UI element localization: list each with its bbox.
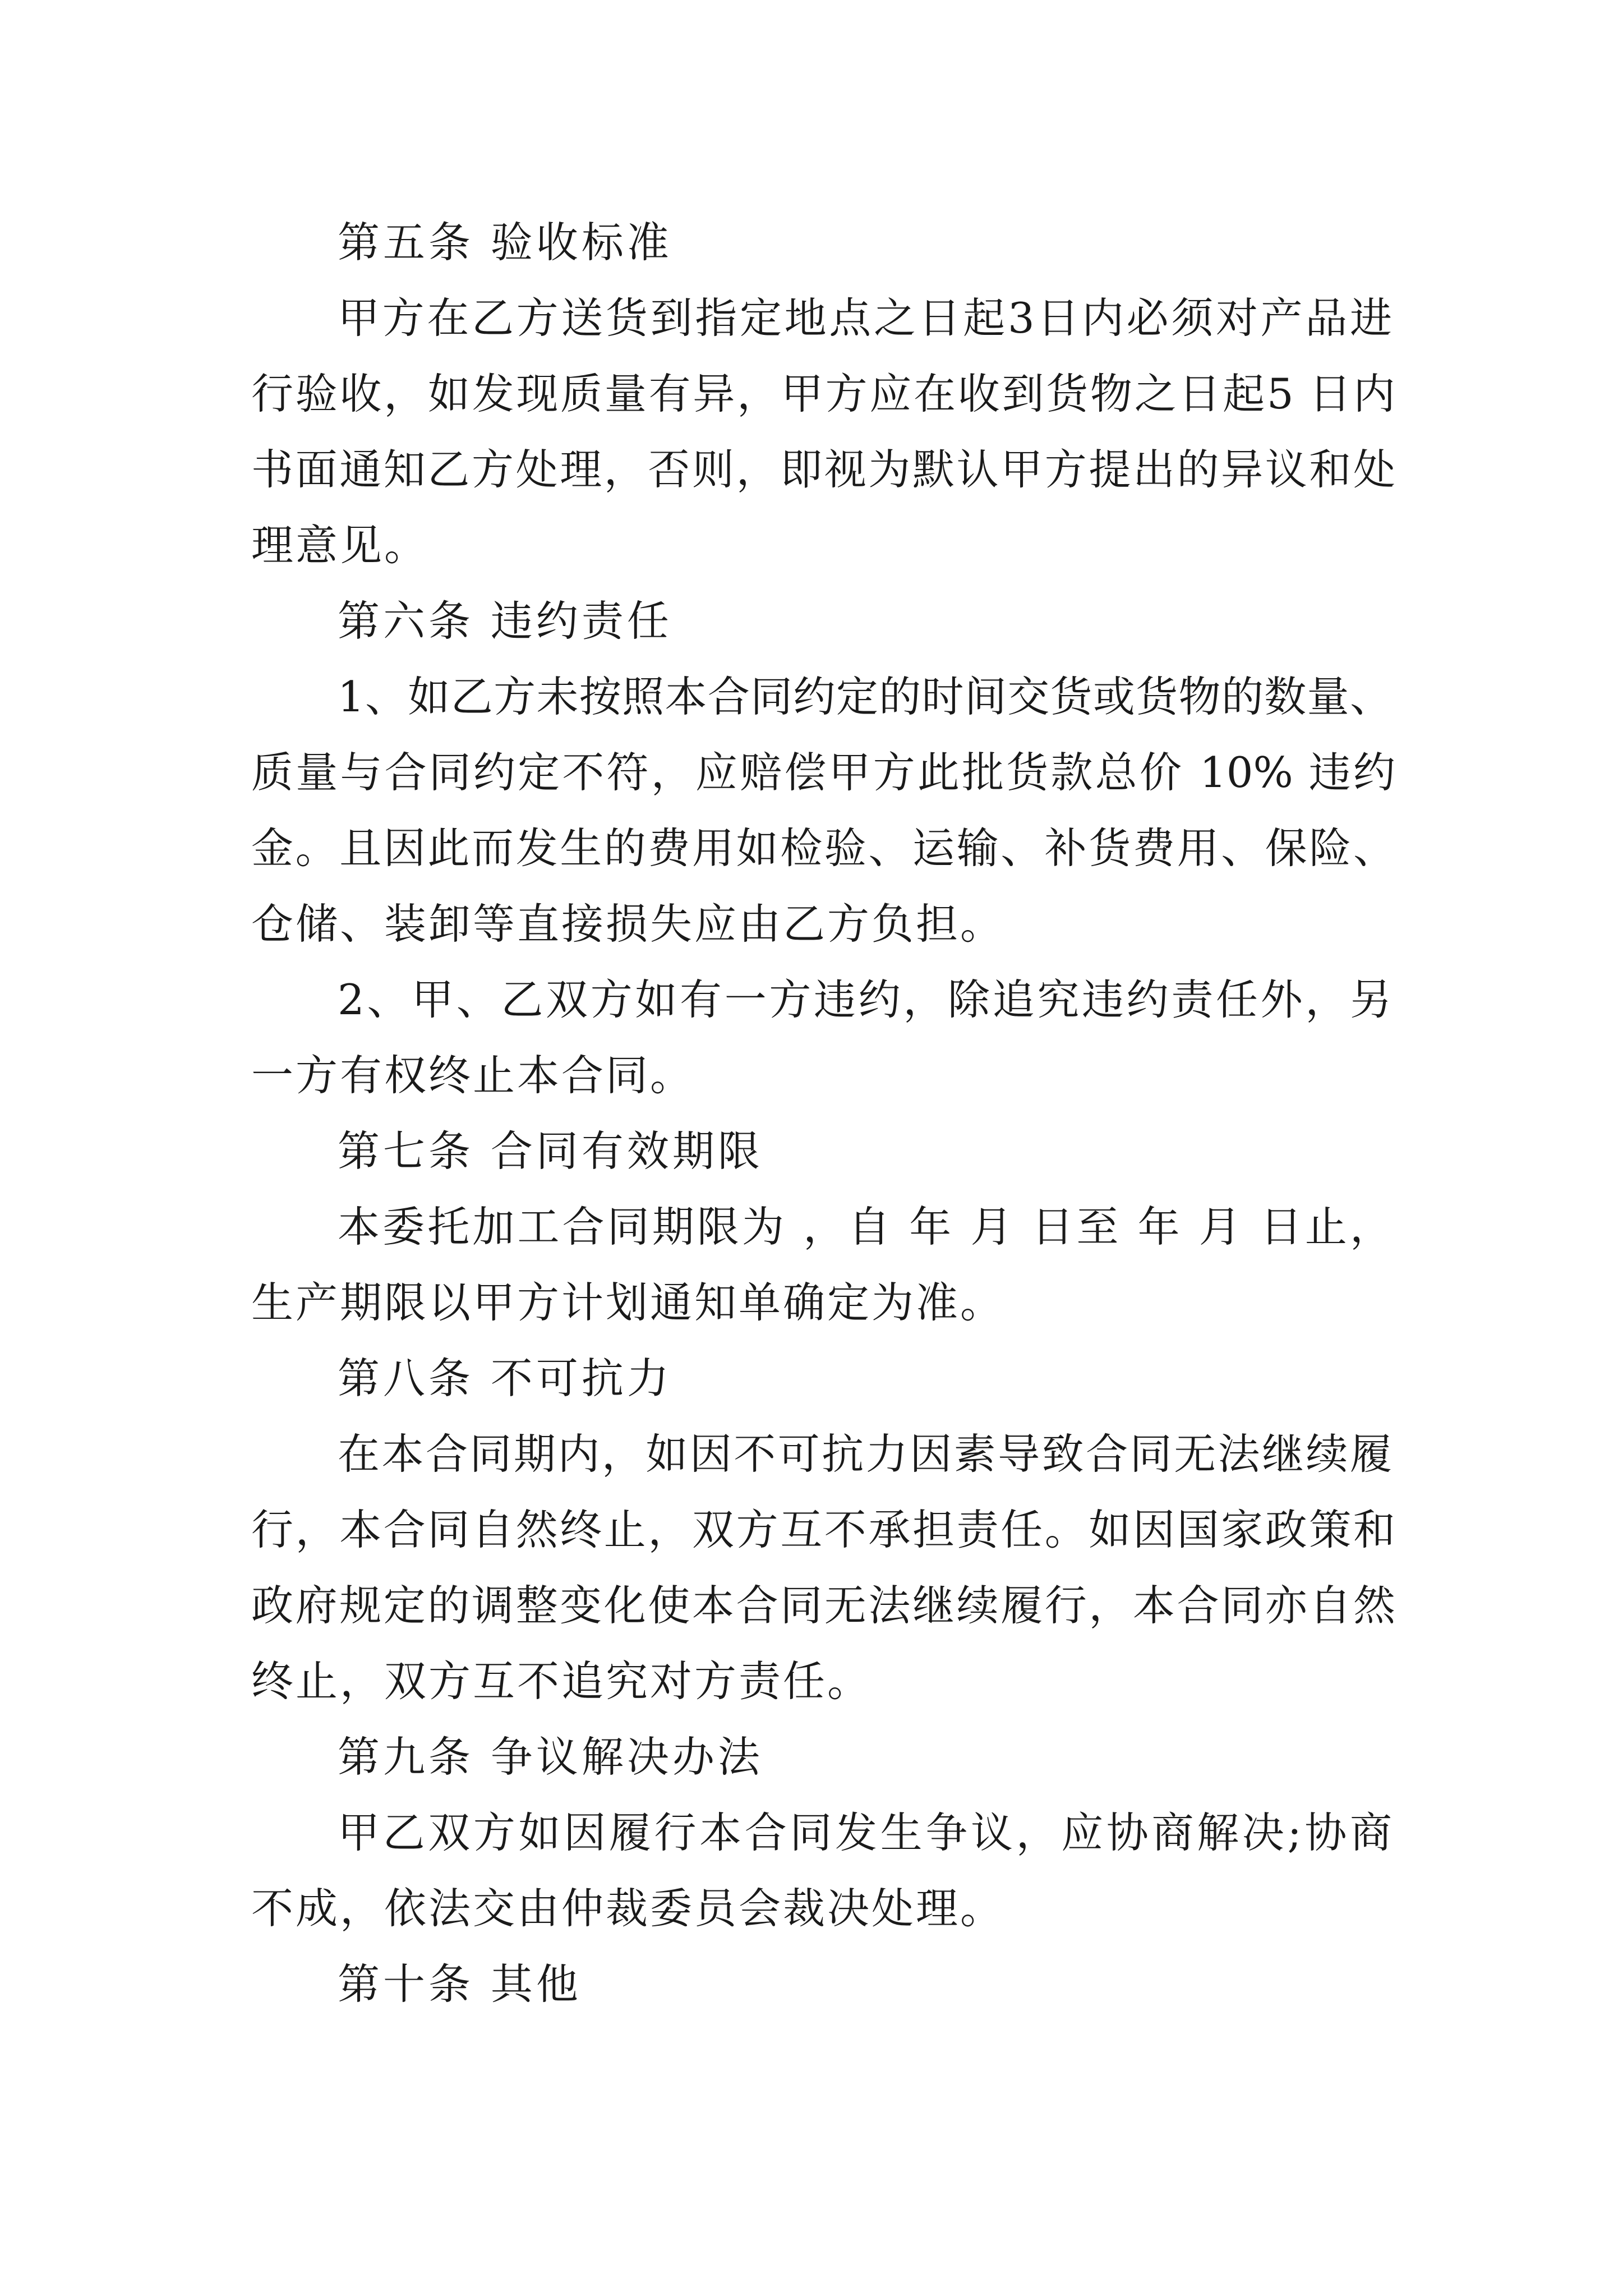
article-10-heading: 第十条 其他 [338, 1959, 582, 2009]
article-9-heading: 第九条 争议解决办法 [338, 1732, 763, 1782]
article-5-line-4: 理意见。 [251, 521, 429, 570]
article-7-heading: 第七条 合同有效期限 [338, 1126, 763, 1176]
article-5-line-1: 甲方在乙方送货到指定地点之日起3日内必须对产品进 [338, 293, 1392, 343]
article-7-line-2: 生产期限以甲方计划通知单确定为准。 [251, 1278, 1005, 1327]
article-7-line-1: 本委托加工合同期限为 ，自 年 月 日至 年 月 日止， [338, 1202, 1392, 1251]
article-8-line-1: 在本合同期内，如因不可抗力因素导致合同无法继续履 [338, 1429, 1392, 1479]
article-6-clause-1-line-4: 仓储、装卸等直接损失应由乙方负担。 [251, 899, 1005, 949]
article-8-line-3: 政府规定的调整变化使本合同无法继续履行，本合同亦自然 [251, 1581, 1395, 1630]
article-8-line-4: 终止，双方互不追究对方责任。 [251, 1657, 872, 1706]
article-6-clause-2-line-1: 2、甲、乙双方如有一方违约，除追究违约责任外，另 [338, 975, 1392, 1024]
article-9-line-1: 甲乙双方如因履行本合同发生争议，应协商解决;协商 [338, 1808, 1392, 1857]
article-8-heading: 第八条 不可抗力 [338, 1354, 672, 1403]
article-6-clause-1-line-1: 1、如乙方未按照本合同约定的时间交货或货物的数量、 [338, 672, 1392, 721]
article-8-line-2: 行，本合同自然终止，双方互不承担责任。如因国家政策和 [251, 1505, 1395, 1554]
article-6-clause-1-line-3: 金。且因此而发生的费用如检验、运输、补货费用、保险、 [251, 823, 1395, 873]
article-6-clause-1-line-2: 质量与合同约定不符，应赔偿甲方此批货款总价 10% 违约 [251, 748, 1395, 797]
article-5-heading: 第五条 验收标准 [338, 218, 672, 267]
article-9-line-2: 不成，依法交由仲裁委员会裁决处理。 [251, 1884, 1005, 1933]
article-5-line-3: 书面通知乙方处理，否则，即视为默认甲方提出的异议和处 [251, 445, 1395, 494]
article-6-heading: 第六条 违约责任 [338, 596, 672, 646]
article-6-clause-2-line-2: 一方有权终止本合同。 [251, 1051, 695, 1100]
article-5-line-2: 行验收，如发现质量有异，甲方应在收到货物之日起5 日内 [251, 369, 1395, 418]
